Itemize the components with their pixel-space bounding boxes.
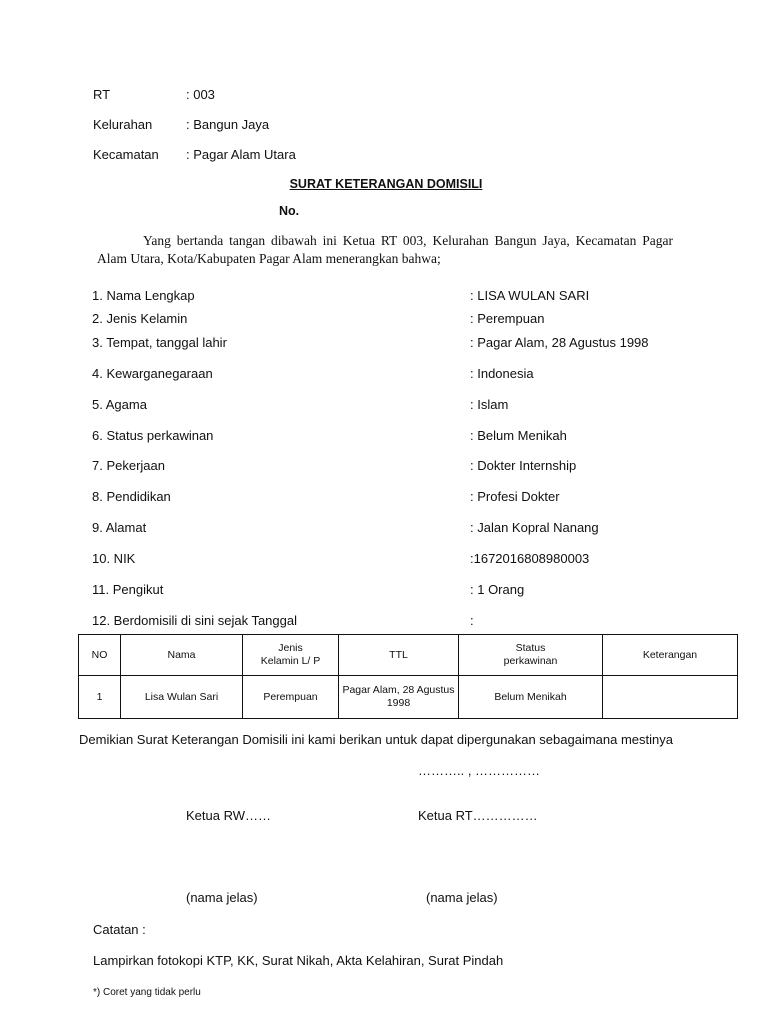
signature-rw-name: (nama jelas) [186, 890, 258, 905]
signature-rw-label: Ketua RW…… [186, 808, 272, 823]
date-placeholder: ……….. , …………… [418, 763, 541, 778]
item-value: : Jalan Kopral Nanang [470, 520, 599, 535]
item-value: : Perempuan [470, 311, 545, 326]
table-row [79, 676, 738, 719]
kecamatan-value: : Pagar Alam Utara [186, 147, 296, 162]
header-jenis-kelamin: Jenis Kelamin L/ P [243, 635, 339, 676]
item-label: 4. Kewarganegaraan [92, 366, 213, 381]
item-label: 11. Pengikut [92, 582, 164, 597]
footnote: *) Coret yang tidak perlu [93, 987, 201, 998]
signature-rt-name: (nama jelas) [426, 890, 498, 905]
item-label: 7. Pekerjaan [92, 458, 165, 473]
document-number-label: No. [279, 204, 300, 218]
item-label: 6. Status perkawinan [92, 428, 214, 443]
closing-statement: Demikian Surat Keterangan Domisili ini kami berikan untuk dapat dipergunakan sebagaimana mestinya [79, 732, 673, 747]
item-label: 1. Nama Lengkap [92, 288, 195, 303]
item-value: :1672016808980003 [470, 551, 590, 566]
item-label: 2. Jenis Kelamin [92, 311, 188, 326]
notes-label: Catatan : [93, 922, 146, 937]
item-value: : Profesi Dokter [470, 489, 560, 504]
kelurahan-label: Kelurahan [93, 117, 153, 132]
document-title: SURAT KETERANGAN DOMISILI [289, 177, 483, 191]
cell-jenis: Perempuan [243, 676, 339, 719]
item-label: 5. Agama [92, 397, 147, 412]
header-keterangan: Keterangan [603, 635, 738, 676]
cell-no: 1 [79, 676, 121, 719]
item-value: : 1 Orang [470, 582, 525, 597]
table-header-row [79, 635, 738, 676]
header-status: Status perkawinan [459, 635, 603, 676]
item-value: : [470, 613, 474, 628]
rt-label: RT [93, 87, 111, 102]
item-value: : Pagar Alam, 28 Agustus 1998 [470, 335, 649, 350]
cell-nama: Lisa Wulan Sari [121, 676, 243, 719]
intro-paragraph: Yang bertanda tangan dibawah ini Ketua RT 003, Kelurahan Bangun Jaya, Kecamatan Pagar Alam Utara, Kota/Kabupaten Pagar Alam menerangkan bahwa; [97, 233, 673, 266]
cell-keterangan [603, 676, 738, 719]
kelurahan-value: : Bangun Jaya [186, 117, 270, 132]
header-no: NO [79, 635, 121, 676]
header-ttl: TTL [339, 635, 459, 676]
item-label: 10. NIK [92, 551, 136, 566]
item-label: 8. Pendidikan [92, 489, 171, 504]
item-label: 12. Berdomisili di sini sejak Tanggal [92, 613, 297, 628]
notes-text: Lampirkan fotokopi KTP, KK, Surat Nikah, Akta Kelahiran, Surat Pindah [93, 953, 504, 968]
item-value: : LISA WULAN SARI [470, 288, 590, 303]
header-nama: Nama [121, 635, 243, 676]
signature-rt-label: Ketua RT…………… [418, 808, 538, 823]
cell-status: Belum Menikah [459, 676, 603, 719]
item-label: 9. Alamat [92, 520, 147, 535]
cell-ttl: Pagar Alam, 28 Agustus 1998 [339, 676, 459, 719]
rt-value: : 003 [186, 87, 215, 102]
item-value: : Dokter Internship [470, 458, 577, 473]
item-value: : Indonesia [470, 366, 534, 381]
item-label: 3. Tempat, tanggal lahir [92, 335, 227, 350]
kecamatan-label: Kecamatan [93, 147, 159, 162]
item-value: : Islam [470, 397, 509, 412]
item-value: : Belum Menikah [470, 428, 567, 443]
domicile-table [78, 634, 738, 719]
